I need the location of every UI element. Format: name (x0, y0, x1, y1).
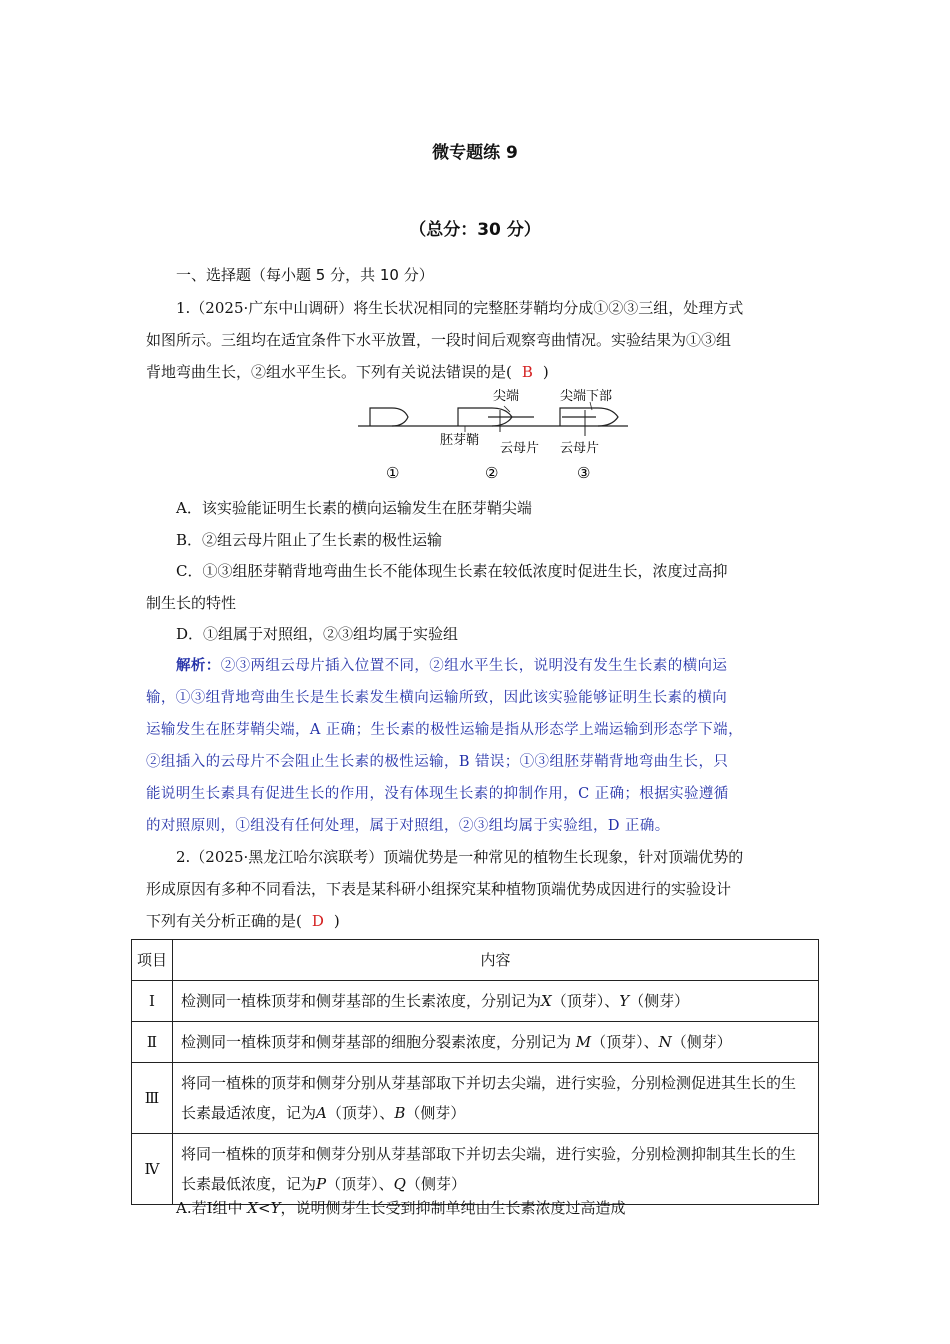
q2-stem-line2: 形成原因有多种不同看法，下表是某科研小组探究某种植物顶端优势成因进行的实验设计 (146, 880, 732, 898)
q1-analysis-line1: 解析：②③两组云母片插入位置不同，②组水平生长，说明没有发生生长素的横向运 (176, 657, 728, 674)
section-heading: 一、选择题（每小题 5 分，共 10 分） (176, 266, 434, 284)
label-below-tip: 尖端下部 (560, 389, 613, 404)
row-item: Ⅰ (132, 981, 173, 1022)
q1-stem-line3: 背地弯曲生长，②组水平生长。下列有关说法错误的是( B ) (146, 363, 549, 381)
header-content: 内容 (173, 940, 819, 981)
label-mica-1: 云母片 (500, 441, 540, 456)
q1-analysis-line4: ②组插入的云母片不会阻止生长素的极性运输，B 错误；①③组胚芽鞘背地弯曲生长，只 (146, 754, 729, 770)
q1-analysis-line6: 的对照原则，①组没有任何处理，属于对照组，②③组均属于实验组，D 正确。 (146, 818, 670, 834)
header-item: 项目 (132, 940, 173, 981)
q1-analysis-line2: 输，①③组背地弯曲生长是生长素发生横向运输所致，因此该实验能够证明生长素的横向 (146, 690, 728, 706)
row-content: 检测同一植株顶芽和侧芽基部的生长素浓度，分别记为X（顶芽）、Y（侧芽） (173, 981, 819, 1022)
q2-stem-line1: 2.（2025·黑龙江哈尔滨联考）顶端优势是一种常见的植物生长现象，针对顶端优势的 (176, 848, 744, 866)
table-row (132, 1134, 819, 1205)
label-coleoptile: 胚芽鞘 (440, 433, 480, 448)
q2-option-a: A.若Ⅰ组中 X<Y，说明侧芽生长受到抑制单纯由生长素浓度过高造成 (176, 1199, 626, 1217)
group-number-1: ① (386, 464, 400, 482)
table-row (132, 1063, 819, 1134)
page-title: 微专题练 9 (432, 143, 518, 163)
group-number-3: ③ (577, 464, 591, 482)
row-item: Ⅳ (132, 1134, 173, 1205)
coleoptile-diagram (340, 380, 640, 490)
q1-option-a: A．该实验能证明生长素的横向运输发生在胚芽鞘尖端 (176, 499, 532, 517)
q2-stem-line3: 下列有关分析正确的是( D ) (146, 912, 340, 930)
table-row (132, 1022, 819, 1063)
q1-option-d: D．①组属于对照组，②③组均属于实验组 (176, 625, 459, 643)
label-mica-2: 云母片 (560, 441, 600, 456)
q1-stem-line2: 如图所示。三组均在适宜条件下水平放置，一段时间后观察弯曲情况。实验结果为①③组 (146, 331, 732, 349)
row-item: Ⅲ (132, 1063, 173, 1134)
q1-option-c-line2: 制生长的特性 (146, 594, 237, 612)
analysis-label: 解析： (176, 657, 221, 674)
row-content: 检测同一植株顶芽和侧芽基部的细胞分裂素浓度，分别记为 M（顶芽）、N（侧芽） (173, 1022, 819, 1063)
total-score: （总分：30 分） (409, 220, 541, 240)
row-content: 将同一植株的顶芽和侧芽分别从芽基部取下并切去尖端，进行实验，分别检测促进其生长的生长素最适浓度，记为A（顶芽）、B（侧芽） (173, 1063, 819, 1134)
experiment-table (131, 939, 819, 1205)
q2-answer: D (311, 912, 324, 930)
group-number-2: ② (485, 464, 499, 482)
table-row (132, 981, 819, 1022)
q1-stem-line1: 1.（2025·广东中山调研）将生长状况相同的完整胚芽鞘均分成①②③三组，处理方式 (176, 299, 744, 317)
q1-option-c-line1: C．①③组胚芽鞘背地弯曲生长不能体现生长素在较低浓度时促进生长，浓度过高抑 (176, 562, 728, 580)
row-item: Ⅱ (132, 1022, 173, 1063)
label-tip: 尖端 (493, 389, 520, 404)
q1-option-b: B．②组云母片阻止了生长素的极性运输 (176, 531, 443, 549)
q1-analysis-line5: 能说明生长素具有促进生长的作用，没有体现生长素的抑制作用，C 正确；根据实验遵循 (146, 786, 729, 802)
q1-answer: B (521, 363, 533, 381)
q1-analysis-line3: 运输发生在胚芽鞘尖端，A 正确；生长素的极性运输是指从形态学上端运输到形态学下端， (146, 722, 743, 738)
row-content: 将同一植株的顶芽和侧芽分别从芽基部取下并切去尖端，进行实验，分别检测抑制其生长的生长素最低浓度，记为P（顶芽）、Q（侧芽） (173, 1134, 819, 1205)
table-header-row (132, 940, 819, 981)
